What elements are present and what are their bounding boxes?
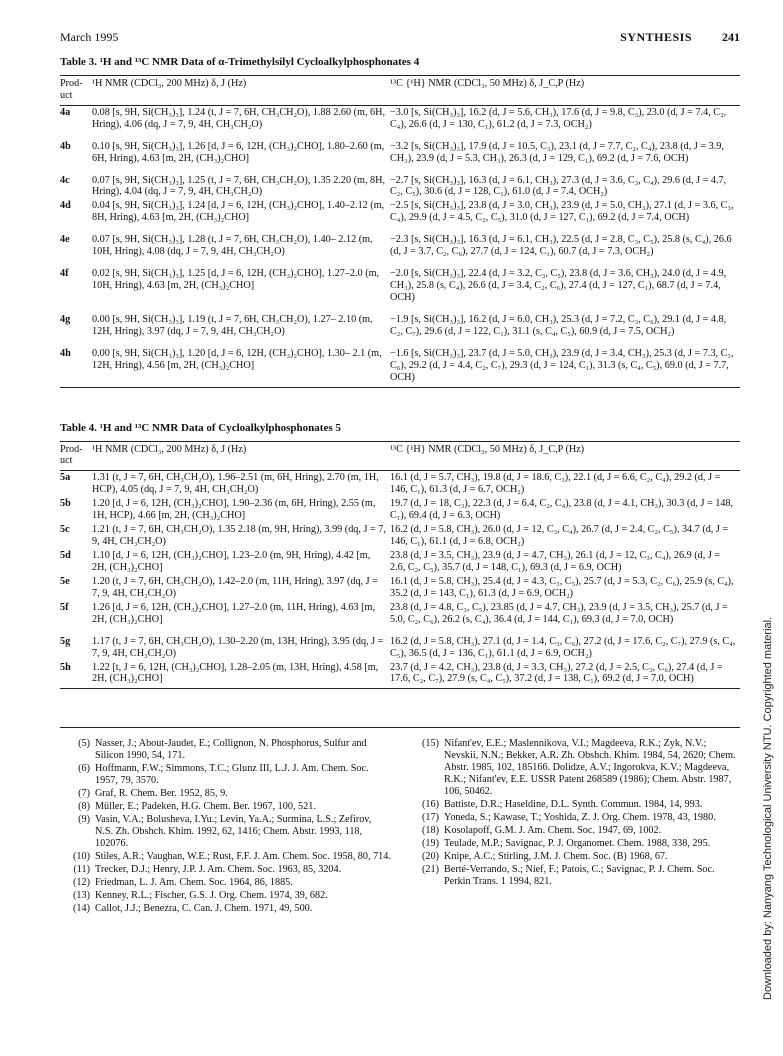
product-id: 5a	[60, 472, 71, 484]
reference-number: (18)	[422, 824, 439, 836]
reference-item	[60, 801, 391, 813]
h-nmr-cell: 1.10 [d, J = 6, 12H, (CH₃)₂CHO], 1.23–2.0 (m, 9H, Hring), 4.42 [m, 2H, (CH₃)₂CHO]	[92, 550, 371, 573]
c-nmr-cell: −2.3 [s, Si(CH₃)₃], 16.3 (d, J = 6.1, CH₃), 22.5 (d, J = 2.8, C₃, C₅), 25.8 (s, C₄), 26.6 (d, J = 3.7, C₂, C₆), 27.7 (d, J = 124, C₁), 60.7 (d, J = 7.3, OCH₂)	[390, 234, 732, 258]
reference-item	[409, 825, 740, 837]
download-watermark: Downloaded by: Nanyang Technological University NTU. Copyrighted material.	[762, 616, 774, 1000]
reference-number: (14)	[73, 902, 90, 914]
table-row	[60, 627, 740, 661]
journal-name: SYNTHESIS	[620, 30, 692, 44]
reference-text: Müller, E.; Padeken, H.G. Chem. Ber. 1967, 100, 521.	[95, 801, 316, 813]
c-nmr-cell: −3.2 [s, Si(CH₃)₃], 17.9 (d, J = 10.5, C₃), 23.1 (d, J = 7.7, C₂, C₄), 23.8 (d, J = 3.9, CH₃), 23.9 (d, J = 5.3, CH₃), 26.3 (d, J = 129, C₁), 69.2 (d, J = 7.6, OCH)	[390, 140, 724, 164]
h-nmr-cell: 0.08 [s, 9H, Si(CH₃)₃], 1.24 (t, J = 7, 6H, CH₃CH₂O), 1.88 2.60 (m, 6H, Hring), 4.06 (dq, J = 7, 9, 4H, CH₃CH₂O)	[92, 106, 386, 130]
reference-text: Knipe, A.C.; Stirling, J.M. J. Chem. Soc. (B) 1968, 67.	[444, 850, 668, 862]
page	[60, 30, 740, 916]
reference-item	[60, 851, 391, 863]
references-column-right	[409, 738, 740, 915]
reference-text: Graf, R. Chem. Ber. 1952, 85, 9.	[95, 788, 228, 800]
reference-item	[60, 890, 391, 902]
product-id: 5d	[60, 550, 71, 561]
reference-text: Kenney, R.L.; Fischer, G.S. J. Org. Chem. 1974, 39, 682.	[95, 889, 328, 901]
table-row	[60, 225, 740, 259]
c-nmr-cell: 16.2 (d, J = 5.8, CH₃), 26.0 (d, J = 12, C₃, C₄), 26.7 (d, J = 2.4, C₂, C₅), 34.7 (d, J = 146, C₁), 61.1 (d, J = 6.8, OCH₂)	[390, 524, 729, 548]
reference-number: (21)	[422, 863, 439, 875]
reference-text: Berté-Verrando, S.; Nief, F.; Patois, C.; Savignac, P. J. Chem. Soc. Perkin Trans. 1 1994, 821.	[444, 863, 715, 887]
table4-header-1h: ¹H NMR (CDCl₃, 200 MHz) δ, J (Hz)	[92, 443, 247, 455]
reference-number: (17)	[422, 812, 439, 823]
running-header	[60, 30, 740, 44]
table-row	[60, 601, 740, 627]
references	[60, 727, 740, 915]
reference-number: (11)	[73, 863, 90, 875]
reference-text: Nasser, J.; About-Jaudet, E.; Collignon, N. Phosphorus, Sulfur and Silicon 1990, 54, 171.	[95, 738, 367, 762]
reference-item	[60, 738, 391, 762]
reference-text: Battiste, D.R.; Haseldine, D.L. Synth. Commun. 1984, 14, 993.	[444, 799, 703, 811]
c-nmr-cell: 16.1 (d, J = 5.8, CH₃), 25.4 (d, J = 4.3, C₃, C₅), 25.7 (d, J = 5.3, C₂, C₆), 25.9 (s, C₄), 35.2 (d, J = 143, C₁), 61.3 (d, J = 6.9, OCH₂)	[390, 575, 734, 599]
reference-number: (5)	[78, 738, 90, 750]
reference-item	[60, 814, 391, 850]
table-row	[60, 305, 740, 339]
product-id: 4h	[60, 347, 71, 359]
product-id: 5e	[60, 575, 70, 587]
h-nmr-cell: 1.20 [d, J = 6, 12H, (CH₃)₂CHO], 1.90–2.36 (m, 6H, Hring), 2.55 (m, 1H, HCP), 4.66 [m, 2H, (CH₃)₂CHO]	[92, 498, 376, 522]
h-nmr-cell: 0.02 [s, 9H, Si(CH₃)₃], 1.25 [d, J = 6, 12H, (CH₃)₂CHO], 1.27–2.0 (m, 10H, Hring), 4.63 [m, 2H, (CH₃)₂CHO]	[92, 268, 380, 292]
table-row	[60, 105, 740, 131]
reference-number: (8)	[78, 801, 90, 813]
product-id: 4e	[60, 234, 70, 246]
h-nmr-cell: 1.20 (t, J = 7, 6H, CH₃CH₂O), 1.42–2.0 (m, 11H, Hring), 3.97 (dq, J = 7, 9, 4H, CH₃CH₂O)	[92, 575, 378, 599]
reference-item	[409, 851, 740, 863]
c-nmr-cell: −1.6 [s, Si(CH₃)₃], 23.7 (d, J = 5.0, CH₃), 23.9 (d, J = 3.4, CH₃), 25.3 (d, J = 7.3, C₃, C₆), 29.2 (d, J = 4.4, C₂, C₇), 29.3 (d, J = 124, C₁), 31.3 (s, C₄, C₅), 69.0 (d, J = 7.7, OCH)	[390, 347, 734, 383]
reference-item	[409, 799, 740, 811]
c-nmr-cell: 23.7 (d, J = 4.2, CH₃), 23.8 (d, J = 3.3, CH₃), 27.2 (d, J = 2.5, C₃, C₆), 27.4 (d, J = 17.6, C₂, C₇), 27.9 (s, C₄, C₅), 37.2 (d, J = 138, C₁), 69.2 (d, J = 7.0, OCH)	[390, 661, 723, 685]
table-row	[60, 575, 740, 601]
table4-header-13c: ¹³C {¹H} NMR (CDCl₃, 50 MHz) δ, J_C,P (Hz)	[390, 443, 585, 455]
table3-body	[60, 105, 740, 387]
table3-header-product: Prod- uct	[60, 77, 83, 101]
reference-item	[60, 864, 391, 876]
table4-header-product: Prod- uct	[60, 443, 83, 467]
reference-item	[409, 838, 740, 850]
h-nmr-cell: 0.00 [s, 9H, Si(CH₃)₃], 1.19 (t, J = 7, 6H, CH₃CH₂O), 1.27– 2.10 (m, 12H, Hring), 3.97 (dq, J = 7, 9, 4H, CH₃CH₂O)	[92, 313, 373, 337]
reference-text: Friedman, L. J. Am. Chem. Soc. 1964, 86, 1885.	[95, 876, 293, 888]
h-nmr-cell: 1.26 [d, J = 6, 12H, (CH₃)₂CHO], 1.27–2.0 (m, 11H, Hring), 4.63 [m, 2H, (CH₃)₂CHO]	[92, 601, 375, 625]
reference-text: Teulade, M.P.; Savignac, P. J. Organomet. Chem. 1988, 338, 295.	[444, 837, 711, 849]
reference-number: (12)	[73, 876, 90, 888]
reference-text: Yoneda, S.; Kawase, T.; Yoshida, Z. J. Org. Chem. 1978, 43, 1980.	[444, 812, 716, 823]
reference-text: Hoffmann, F.W.; Simmons, T.C.; Glunz III, L.J. J. Am. Chem. Soc. 1957, 79, 3570.	[95, 763, 369, 787]
table3-header-13c: ¹³C {¹H} NMR (CDCl₃, 50 MHz) δ, J_C,P (Hz)	[390, 77, 585, 89]
reference-item	[60, 877, 391, 889]
reference-text: Stiles, A.R.; Vaughan, W.E.; Rust, F.F. J. Am. Chem. Soc. 1958, 80, 714.	[95, 850, 391, 862]
c-nmr-cell: −2.5 [s, Si(CH₃)₃], 23.8 (d, J = 3.0, CH₃), 23.9 (d, J = 5.0, CH₃), 27.1 (d, J = 3.6, C₃, C₄), 29.9 (d, J = 4.5, C₂, C₅), 31.0 (d, J = 127, C₁), 69.2 (d, J = 7.4, OCH)	[390, 200, 734, 224]
h-nmr-cell: 1.17 (t, J = 7, 6H, CH₃CH₂O), 1.30–2.20 (m, 13H, Hring), 3.95 (dq, J = 7, 9, 4H, CH₃CH₂O)	[92, 635, 384, 659]
table-row	[60, 166, 740, 200]
reference-number: (19)	[422, 837, 439, 849]
reference-number: (13)	[73, 889, 90, 901]
table-row	[60, 549, 740, 575]
product-id: 5h	[60, 661, 71, 673]
reference-text: Trecker, D.J.; Henry, J.P. J. Am. Chem. Soc. 1963, 85, 3204.	[95, 863, 342, 875]
product-id: 5g	[60, 635, 71, 647]
table4	[60, 441, 740, 690]
reference-number: (6)	[78, 763, 90, 775]
reference-item	[409, 812, 740, 824]
reference-item	[60, 903, 391, 915]
reference-text: Callot, J.J.; Benezra, C. Can. J. Chem. 1971, 49, 500.	[95, 902, 313, 914]
reference-number: (7)	[78, 788, 90, 800]
reference-number: (10)	[73, 850, 90, 862]
table-row	[60, 497, 740, 523]
table3	[60, 75, 740, 388]
table-row	[60, 199, 740, 225]
product-id: 4a	[60, 106, 71, 118]
table3-header-1h: ¹H NMR (CDCl₃, 200 MHz) δ, J (Hz)	[92, 77, 247, 89]
table-row	[60, 339, 740, 387]
c-nmr-cell: −3.0 [s, Si(CH₃)₃], 16.2 (d, J = 5.6, CH₃), 17.6 (d, J = 9.8, C₃), 23.0 (d, J = 7.4, C₂, C₄), 26.6 (d, J = 130, C₁), 61.2 (d, J = 7.3, OCH₂)	[390, 106, 727, 130]
h-nmr-cell: 0.07 [s, 9H, Si(CH₃)₃], 1.28 (t, J = 7, 6H, CH₃CH₂O), 1.40– 2.12 (m, 10H, Hring), 4.08 (dq, J = 7, 9, 4H, CH₃CH₂O)	[92, 234, 373, 258]
c-nmr-cell: −2.7 [s, Si(CH₃)₃], 16.3 (d, J = 6.1, CH₃), 27.3 (d, J = 3.6, C₃, C₄), 29.6 (d, J = 4.7, C₂, C₅), 30.6 (d, J = 128, C₁), 61.0 (d, J = 7.4, OCH₂)	[390, 174, 727, 198]
page-number: 241	[722, 30, 740, 44]
reference-item	[409, 738, 740, 798]
reference-text: Vasin, V.A.; Bolusheva, I.Yu.; Levin, Ya.A.; Surmina, L.S.; Zefirov, N.S. Zh. Obshch. Khim. 1992, 62, 1416; Chem. Abstr. 1993, 118, 102076.	[95, 814, 372, 849]
table-row	[60, 132, 740, 166]
product-id: 4c	[60, 174, 70, 186]
reference-item	[60, 788, 391, 800]
reference-number: (15)	[422, 738, 439, 750]
reference-item	[60, 763, 391, 787]
table-row	[60, 523, 740, 549]
table4-body	[60, 471, 740, 689]
reference-number: (16)	[422, 799, 439, 811]
c-nmr-cell: −2.0 [s, Si(CH₃)₃], 22.4 (d, J = 3.2, C₃, C₅), 23.8 (d, J = 3.6, CH₃), 24.0 (d, J = 4.9, CH₃), 25.8 (s, C₄), 26.6 (d, J = 3.4, C₂, C₆), 27.4 (d, J = 127, C₁), 68.7 (d, J = 7.4, OCH)	[390, 268, 727, 304]
product-id: 4g	[60, 313, 71, 325]
reference-text: Nifant'ev, E.E.; Maslennikova, V.I.; Magdeeva, R.K.; Zyk, N.V.; Nevskii, N.N.; Bekker, A.R. Zh. Obshch. Khim. 1984, 54, 2620; Chem. Abstr. 1985, 102, 185166. Dolidze, A.V.; Ingorokva, K.V.; Magdeeva, R.K.; Nifant'ev, E.E. USSR Patent 268589 (1986); Chem. Abstr. 1987, 106, 50462.	[444, 738, 736, 798]
h-nmr-cell: 1.31 (t, J = 7, 6H, CH₃CH₂O), 1.96–2.51 (m, 6H, Hring), 2.70 (m, 1H, HCP), 4.05 (dq, J = 7, 9, 4H, CH₃CH₂O)	[92, 472, 379, 496]
reference-number: (9)	[78, 814, 90, 825]
reference-number: (20)	[422, 850, 439, 862]
c-nmr-cell: 16.1 (d, J = 5.7, CH₃), 19.8 (d, J = 18.6, C₃), 22.1 (d, J = 6.6, C₂, C₄), 29.2 (d, J = 146, C₁), 61.3 (d, J = 6.7, OCH₂)	[390, 472, 721, 496]
h-nmr-cell: 1.21 (t, J = 7, 6H, CH₃CH₂O), 1.35 2.18 (m, 9H, Hring), 3.99 (dq, J = 7, 9, 4H, CH₃CH₂O)	[92, 524, 386, 548]
table-row	[60, 471, 740, 497]
c-nmr-cell: 23.8 (d, J = 3.5, CH₃), 23.9 (d, J = 4.7, CH₃), 26.1 (d, J = 12, C₃, C₄), 26.9 (d, J = 2.6, C₂, C₅), 35.7 (d, J = 148, C₁), 69.3 (d, J = 6.9, OCH)	[390, 550, 721, 573]
reference-text: Kosolapoff, G.M. J. Am. Chem. Soc. 1947, 69, 1002.	[444, 824, 662, 836]
product-id: 4f	[60, 268, 69, 280]
product-id: 5c	[60, 524, 70, 536]
table4-caption: Table 4. ¹H and ¹³C NMR Data of Cycloalkylphosphonates 5	[60, 421, 341, 434]
h-nmr-cell: 0.10 [s, 9H, Si(CH₃)₃], 1.26 [d, J = 6, 12H, (CH₃)₂CHO], 1.80–2.60 (m, 6H, Hring), 4.63 [m, 2H, (CH₃)₂CHO]	[92, 140, 385, 164]
table-row	[60, 259, 740, 305]
h-nmr-cell: 0.00 [s, 9H, Si(CH₃)₃], 1.20 [d, J = 6, 12H, (CH₃)₂CHO], 1.30– 2.1 (m, 12H, Hring), 4.56 [m, 2H, (CH₃)₂CHO]	[92, 347, 382, 371]
reference-item	[409, 864, 740, 888]
h-nmr-cell: 0.04 [s, 9H, Si(CH₃)₃], 1.24 [d, J = 6, 12H, (CH₃)₂CHO], 1.40–2.12 (m, 8H, Hring), 4.63 [m, 2H, (CH₃)₂CHO]	[92, 200, 385, 224]
table-row	[60, 661, 740, 689]
h-nmr-cell: 1.22 [t, J = 6, 12H, (CH₃)₂CHO], 1.28–2.05 (m, 13H, Hring), 4.58 [m, 2H, (CH₃)₂CHO]	[92, 661, 379, 685]
table3-caption: Table 3. ¹H and ¹³C NMR Data of α-Trimethylsilyl Cycloalkylphosphonates 4	[60, 56, 420, 69]
c-nmr-cell: −1.9 [s, Si(CH₃)₃], 16.2 (d, J = 6.0, CH₃), 25.3 (d, J = 7.2, C₃, C₆), 29.1 (d, J = 4.8, C₂, C₇), 29.6 (d, J = 122, C₁), 31.1 (s, C₄, C₅), 60.9 (d, J = 7.5, OCH₂)	[390, 313, 727, 337]
product-id: 5f	[60, 601, 69, 613]
references-column-left	[60, 738, 391, 915]
issue-date: March 1995	[60, 30, 119, 44]
product-id: 5b	[60, 498, 71, 510]
c-nmr-cell: 19.7 (d, J = 18, C₃), 22.3 (d, J = 6.4, C₂, C₄), 23.8 (d, J = 4.1, CH₃), 30.3 (d, J = 148, C₁), 69.4 (d, J = 6.3, OCH)	[390, 498, 734, 522]
c-nmr-cell: 16.2 (d, J = 5.8, CH₃), 27.1 (d, J = 1.4, C₃, C₆), 27.2 (d, J = 17.6, C₂, C₇), 27.9 (s, C₄, C₅), 36.5 (d, J = 136, C₁), 61.1 (d, J = 6.9, OCH₂)	[390, 635, 736, 659]
h-nmr-cell: 0.07 [s, 9H, Si(CH₃)₃], 1.25 (t, J = 7, 6H, CH₃CH₂O), 1.35 2.20 (m, 8H, Hring), 4.04 (dq, J = 7, 9, 4H, CH₃CH₂O)	[92, 174, 386, 198]
c-nmr-cell: 23.8 (d, J = 4.8, C₃, C₅), 23.85 (d, J = 4.7, CH₃), 23.9 (d, J = 3.5, CH₃), 25.7 (d, J = 5.0, C₂, C₆), 26.2 (s, C₄), 36.4 (d, J = 144, C₁), 69.3 (d, J = 7.0, OCH)	[390, 601, 728, 625]
product-id: 4d	[60, 200, 71, 212]
product-id: 4b	[60, 140, 71, 152]
